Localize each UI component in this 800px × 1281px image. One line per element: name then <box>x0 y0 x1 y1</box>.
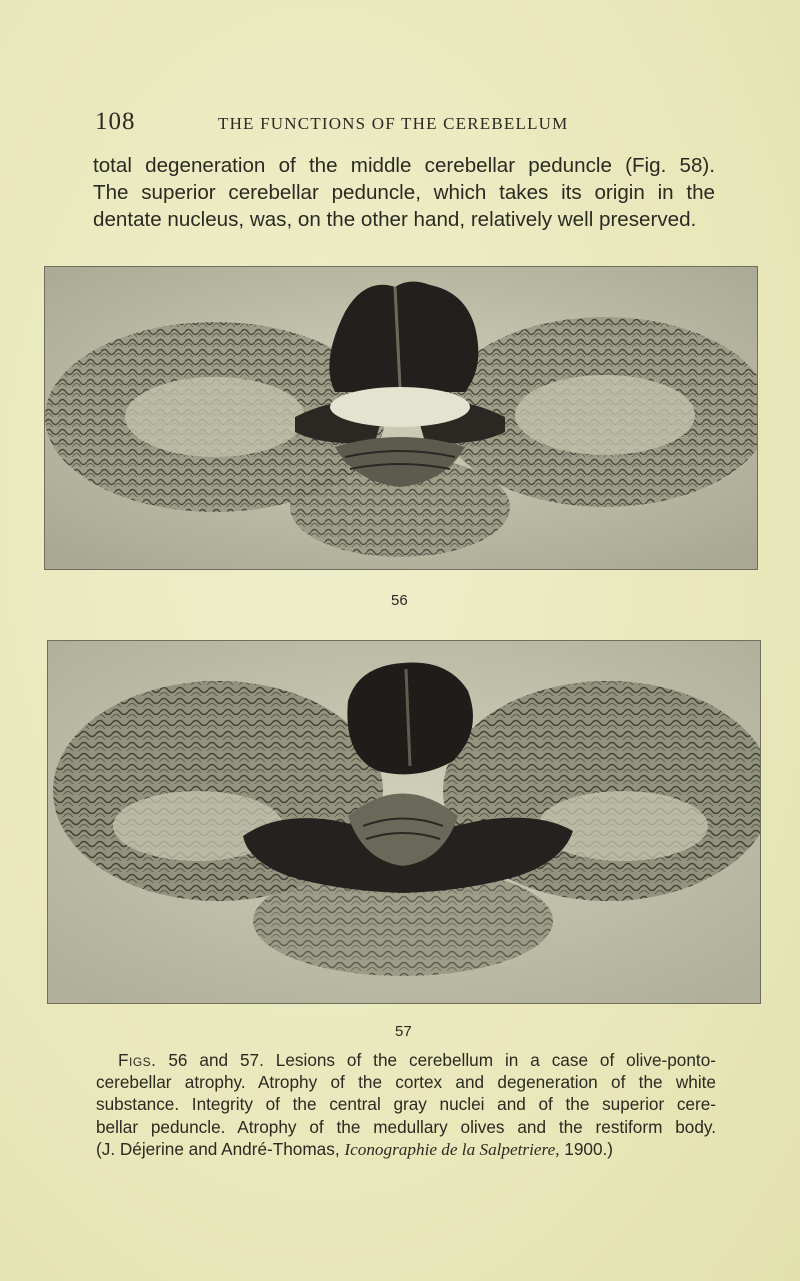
figure-56-number: 56 <box>391 592 408 609</box>
caption-citation-authors: (J. Déjerine and André-Thomas, <box>96 1138 345 1159</box>
caption-text: 56 and 57. Lesions of the cerebellum in a case of olive-ponto- <box>156 1050 716 1070</box>
caption-line <box>96 1138 716 1161</box>
page-header <box>95 108 715 138</box>
figure-57-image <box>47 640 761 1004</box>
body-paragraph <box>93 152 715 233</box>
caption-citation-year: 1900.) <box>559 1138 614 1159</box>
figure-caption <box>96 1049 716 1161</box>
caption-line: cerebellar atrophy. Atrophy of the cortex and degeneration of the white <box>96 1072 716 1093</box>
figure-56-image <box>44 266 758 570</box>
caption-citation-source: Iconographie de la Salpetriere, <box>344 1139 560 1159</box>
running-title: THE FUNCTIONS OF THE CEREBELLUM <box>218 114 569 133</box>
body-line: total degeneration of the middle cerebellar peduncle (Fig. 58). <box>93 154 715 177</box>
body-line: dentate nucleus, was, on the other hand, relatively well preserved. <box>93 208 697 231</box>
caption-line: bellar peduncle. Atrophy of the medullary olives and the restiform body. <box>96 1116 716 1137</box>
figure-56-drawing <box>45 267 757 569</box>
caption-line: substance. Integrity of the central gray nuclei and of the superior cere- <box>96 1094 716 1115</box>
body-line: The superior cerebellar peduncle, which takes its origin in the <box>93 181 715 204</box>
caption-label: Figs. <box>118 1050 157 1070</box>
caption-line <box>96 1049 716 1071</box>
figure-57-drawing <box>48 641 760 1003</box>
page-number: 108 <box>95 108 136 135</box>
figure-57-number: 57 <box>395 1023 412 1040</box>
